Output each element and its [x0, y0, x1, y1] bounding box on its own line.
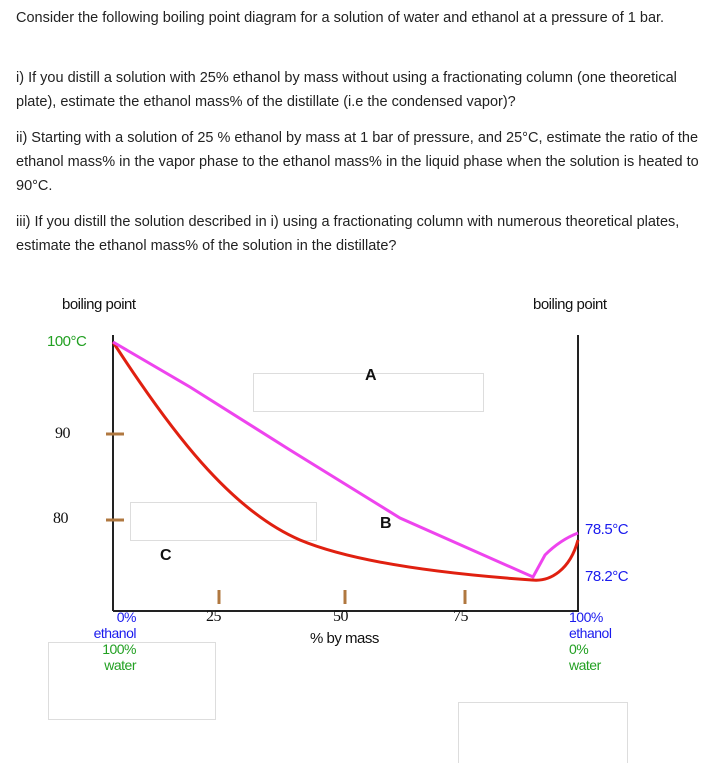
- right-water-pct: 0%: [569, 641, 589, 657]
- x-tick-label-50: 50: [333, 608, 348, 625]
- left-ethanol: ethanol: [93, 625, 136, 641]
- question-3: iii) If you distill the solution described in i) using a fractionating column with numerous theoretical plates, estimate the ethanol mass% of the solution in the distillate?: [16, 214, 680, 254]
- right-axis-title: boiling point: [533, 296, 607, 313]
- y-label-90: 90: [55, 425, 70, 442]
- region-a-label: A: [365, 367, 377, 384]
- right-label-78-5: 78.5°C: [585, 521, 629, 538]
- region-c-label: C: [160, 547, 172, 564]
- x-tick-label-25: 25: [206, 608, 221, 625]
- left-end-label: [60, 609, 136, 673]
- intro-text: Consider the following boiling point diagram for a solution of water and ethanol at a pressure of 1 bar.: [16, 10, 665, 26]
- question-2: ii) Starting with a solution of 25 % ethanol by mass at 1 bar of pressure, and 25°C, estimate the ratio of the ethanol mass% in the vapor phase to the ethanol mass% in the liquid phase when the solution is heated to 90°C.: [16, 130, 699, 194]
- left-water-pct: 100%: [102, 641, 136, 657]
- left-axis-title: boiling point: [62, 296, 136, 313]
- liquid-curve: [113, 342, 578, 580]
- x-tick-label-75: 75: [453, 608, 468, 625]
- right-ethanol-pct: 100%: [569, 609, 603, 625]
- vapor-curve: [113, 342, 578, 577]
- left-ethanol-pct: 0%: [116, 609, 136, 625]
- right-end-label: [569, 609, 611, 673]
- question-1: i) If you distill a solution with 25% ethanol by mass without using a fractionating column (one theoretical plate), estimate the ethanol mass% of the distillate (i.e the condensed vapor)?: [16, 70, 677, 110]
- right-ethanol: ethanol: [569, 625, 612, 641]
- y-label-100: 100°C: [47, 333, 87, 350]
- left-water: water: [104, 657, 136, 673]
- right-label-78-2: 78.2°C: [585, 568, 629, 585]
- region-b-label: B: [380, 515, 392, 532]
- right-water: water: [569, 657, 601, 673]
- x-axis-label: % by mass: [310, 630, 379, 647]
- y-label-80: 80: [53, 510, 68, 527]
